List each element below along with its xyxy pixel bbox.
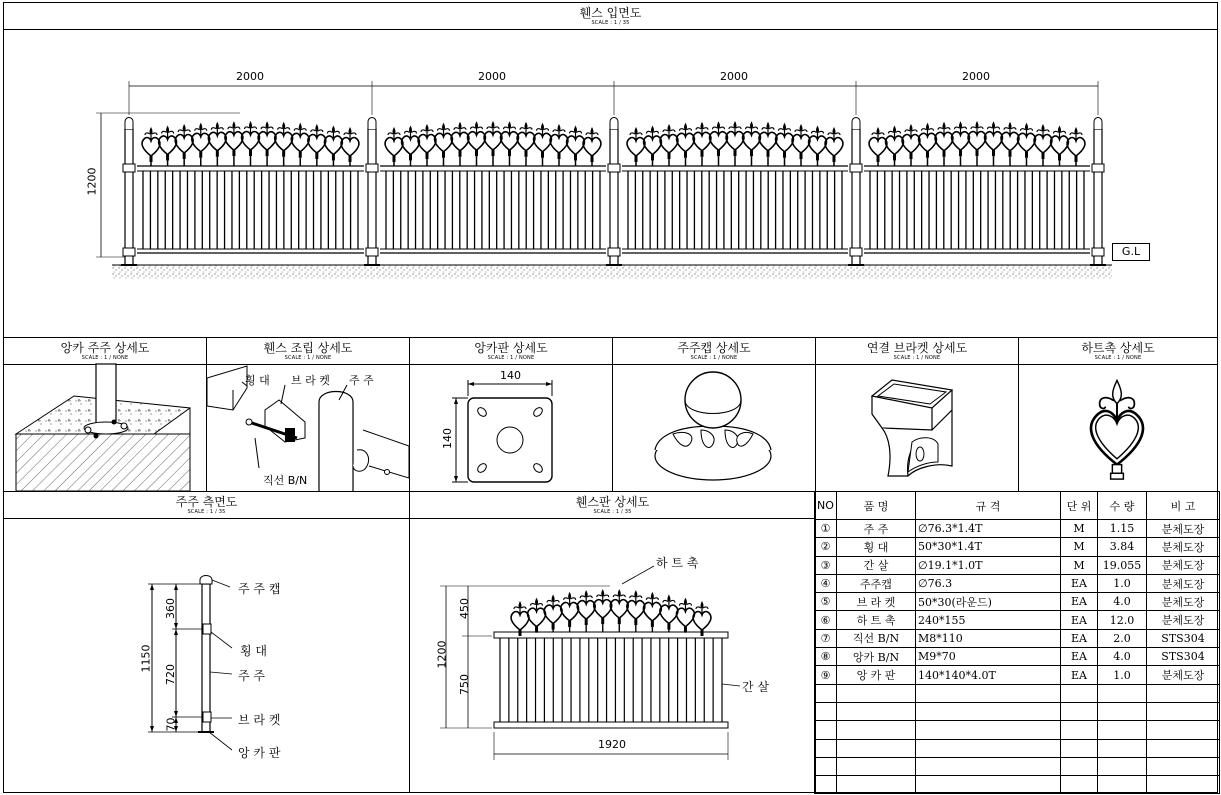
bom-qty: 2.0 bbox=[1098, 629, 1147, 647]
heart-finial bbox=[583, 127, 601, 162]
bom-unit: M bbox=[1061, 538, 1098, 556]
label-straight-bolt: 직선 B/N bbox=[263, 474, 308, 487]
bom-spec: M9*70 bbox=[916, 648, 1061, 666]
bom-unit: EA bbox=[1061, 629, 1098, 647]
detail-heart-finial bbox=[1018, 337, 1218, 492]
post-bracket bbox=[123, 164, 135, 172]
bom-note bbox=[1147, 776, 1220, 794]
panel-heart-finial bbox=[594, 589, 612, 624]
bom-spec: ∅76.3*1.4T bbox=[916, 520, 1061, 538]
bom-no: ③ bbox=[815, 556, 837, 574]
bom-qty: 1.15 bbox=[1098, 520, 1147, 538]
heart-finial bbox=[451, 122, 469, 157]
bom-row bbox=[815, 648, 1220, 666]
post-side-title: 주주 측면도 bbox=[175, 495, 238, 509]
bom-spec bbox=[916, 776, 1061, 794]
bom-name: 주주캡 bbox=[837, 574, 916, 592]
bom-spec: ∅76.3 bbox=[916, 574, 1061, 592]
elevation-height-dim: 1200 bbox=[85, 167, 99, 196]
heart-finial bbox=[809, 125, 827, 160]
bom-no: ② bbox=[815, 538, 837, 556]
heart-finial bbox=[501, 121, 519, 156]
detail-title: 하트촉 상세도 bbox=[1081, 341, 1155, 355]
heart-finial bbox=[776, 123, 794, 158]
detail-connection-bracket bbox=[815, 337, 1019, 492]
heart-finial bbox=[550, 124, 568, 159]
bom-no: ⑥ bbox=[815, 611, 837, 629]
post-cap bbox=[1094, 118, 1102, 130]
heart-finial bbox=[242, 121, 260, 156]
plate-width-dim: 140 bbox=[500, 369, 521, 382]
elevation-drawing bbox=[4, 3, 1217, 337]
detail-anchor-plate bbox=[409, 337, 613, 492]
panel-heart-finial bbox=[643, 592, 661, 627]
detail-scale: SCALE : 1 / NONE bbox=[893, 355, 941, 361]
bom-col-name: 품 명 bbox=[837, 492, 916, 520]
panel-heart-finial bbox=[627, 590, 645, 625]
heart-finial bbox=[919, 123, 937, 158]
bom-qty: 1.0 bbox=[1098, 574, 1147, 592]
bom-name: 브 라 켓 bbox=[837, 593, 916, 611]
heart-finial bbox=[935, 122, 953, 157]
bom-row bbox=[815, 721, 1220, 739]
bom-qty bbox=[1098, 721, 1147, 739]
bom-note: 분체도장 bbox=[1147, 556, 1220, 574]
detail-fence-assembly bbox=[206, 337, 410, 492]
detail-title: 주주캡 상세도 bbox=[677, 341, 751, 355]
bom-qty bbox=[1098, 702, 1147, 720]
elevation-dim-3: 2000 bbox=[720, 70, 748, 83]
side-label-bracket: 브 라 켓 bbox=[238, 713, 281, 727]
panel-dim-bottom: 750 bbox=[458, 674, 471, 695]
panel-heart-finial bbox=[561, 592, 579, 627]
elevation-panel bbox=[3, 2, 1218, 338]
heart-finial bbox=[275, 122, 293, 157]
panel-heart-finial bbox=[544, 595, 562, 630]
side-dim-mid: 720 bbox=[164, 664, 177, 685]
panel-dim-top: 450 bbox=[458, 598, 471, 619]
heart-finial bbox=[985, 121, 1003, 156]
heart-finial bbox=[1067, 127, 1085, 162]
bom-row bbox=[815, 739, 1220, 757]
bom-note bbox=[1147, 721, 1220, 739]
detail-scale: SCALE : 1 / NONE bbox=[1094, 355, 1142, 361]
bom-note: 분체도장 bbox=[1147, 593, 1220, 611]
bom-no bbox=[815, 684, 837, 702]
heart-finial bbox=[902, 124, 920, 159]
detail-scale: SCALE : 1 / NONE bbox=[487, 355, 535, 361]
heart-finial bbox=[792, 124, 810, 159]
bom-qty bbox=[1098, 757, 1147, 775]
heart-finial bbox=[1051, 125, 1069, 160]
bom-qty: 3.84 bbox=[1098, 538, 1147, 556]
post-bracket bbox=[1092, 248, 1104, 256]
leader bbox=[722, 684, 740, 686]
panel-heart-finial bbox=[676, 598, 694, 633]
detail-scale: SCALE : 1 / NONE bbox=[690, 355, 738, 361]
detail-title: 앙카 주주 상세도 bbox=[60, 341, 150, 355]
label-post: 주 주 bbox=[349, 374, 374, 387]
bom-name: 횡 대 bbox=[837, 538, 916, 556]
bom-no bbox=[815, 702, 837, 720]
heart-finial-drawing bbox=[1019, 338, 1217, 491]
side-dim-bottom: 70 bbox=[164, 717, 178, 732]
bom-row bbox=[815, 702, 1220, 720]
heart-finial bbox=[192, 123, 210, 158]
bom-spec: 50*30*1.4T bbox=[916, 538, 1061, 556]
bom-spec: 50*30(라운드) bbox=[916, 593, 1061, 611]
heart-finial bbox=[142, 127, 160, 162]
post-cap bbox=[125, 118, 133, 130]
bom-name bbox=[837, 721, 916, 739]
bom-unit bbox=[1061, 739, 1098, 757]
bom-spec: 140*140*4.0T bbox=[916, 666, 1061, 684]
bom-unit: M bbox=[1061, 520, 1098, 538]
detail-title: 앙카판 상세도 bbox=[474, 341, 548, 355]
heart-finial bbox=[341, 127, 359, 162]
bom-row bbox=[815, 684, 1220, 702]
bom-row bbox=[815, 593, 1220, 611]
bom-name: 간 살 bbox=[837, 556, 916, 574]
bom-no bbox=[815, 739, 837, 757]
elevation-scale: SCALE : 1 / 35 bbox=[591, 20, 630, 26]
heart-finial bbox=[869, 127, 887, 162]
elevation-dim-2: 2000 bbox=[478, 70, 506, 83]
bom-row bbox=[815, 757, 1220, 775]
heart-finial bbox=[517, 122, 535, 157]
heart-finial bbox=[693, 122, 711, 157]
heart-finial bbox=[710, 121, 728, 156]
detail-scale: SCALE : 1 / NONE bbox=[81, 355, 129, 361]
heart-finial bbox=[952, 121, 970, 156]
detail-post-cap bbox=[612, 337, 816, 492]
post-bracket bbox=[366, 164, 378, 172]
bom-qty: 4.0 bbox=[1098, 648, 1147, 666]
bom-row bbox=[815, 776, 1220, 794]
post-cap bbox=[368, 118, 376, 130]
post-cap-drawing bbox=[613, 338, 815, 491]
label-bracket: 브 라 켓 bbox=[291, 374, 330, 387]
panel-heart-finial bbox=[660, 595, 678, 630]
panel-dim-width: 1920 bbox=[598, 738, 626, 751]
heart-finial bbox=[534, 123, 552, 158]
post-bracket bbox=[366, 248, 378, 256]
side-label-rail: 횡 대 bbox=[240, 644, 267, 658]
post-bracket bbox=[850, 248, 862, 256]
bom-unit: M bbox=[1061, 556, 1098, 574]
detail-scale: SCALE : 1 / NONE bbox=[284, 355, 332, 361]
bom-note bbox=[1147, 702, 1220, 720]
side-label-plate: 앙 카 판 bbox=[238, 746, 281, 760]
bom-qty: 19.055 bbox=[1098, 556, 1147, 574]
bom-spec bbox=[916, 757, 1061, 775]
panel-heart-finial bbox=[511, 601, 529, 636]
bom-unit bbox=[1061, 721, 1098, 739]
bom-unit: EA bbox=[1061, 666, 1098, 684]
bom-qty: 12.0 bbox=[1098, 611, 1147, 629]
bom-no bbox=[815, 721, 837, 739]
bom-header-row bbox=[815, 492, 1220, 520]
detail-title: 연결 브라켓 상세도 bbox=[866, 341, 968, 355]
post bbox=[125, 129, 133, 265]
heart-finial bbox=[627, 127, 645, 162]
bom-name bbox=[837, 776, 916, 794]
bom-spec bbox=[916, 721, 1061, 739]
post-bracket bbox=[123, 248, 135, 256]
label-rail: 횡 대 bbox=[245, 374, 270, 387]
heart-finial bbox=[968, 121, 986, 156]
ground-level-label: G.L bbox=[1112, 243, 1150, 261]
panel-dim-total: 1200 bbox=[435, 640, 449, 669]
post bbox=[852, 129, 860, 265]
side-label-cap: 주 주 캡 bbox=[238, 582, 281, 596]
panel-label-bar: 간 살 bbox=[742, 680, 769, 694]
heart-finial bbox=[677, 123, 695, 158]
panel-label-heart: 하 트 촉 bbox=[656, 556, 699, 570]
heart-finial bbox=[435, 123, 453, 158]
elevation-dim-1: 2000 bbox=[236, 70, 264, 83]
ground-gravel bbox=[112, 265, 1112, 279]
bom-note bbox=[1147, 739, 1220, 757]
bom-unit: EA bbox=[1061, 648, 1098, 666]
detail-title: 휀스 조립 상세도 bbox=[263, 341, 353, 355]
side-label-post: 주 주 bbox=[238, 669, 265, 683]
heart-finial bbox=[418, 124, 436, 159]
panel-heart-finial bbox=[610, 589, 628, 624]
heart-finial bbox=[258, 121, 276, 156]
bom-name: 주 주 bbox=[837, 520, 916, 538]
heart-finial bbox=[402, 125, 420, 160]
anchor-plate-drawing bbox=[410, 338, 612, 491]
bom-spec: M8*110 bbox=[916, 629, 1061, 647]
bom-col-note: 비 고 bbox=[1147, 492, 1220, 520]
bom-note: 분체도장 bbox=[1147, 538, 1220, 556]
bom-name: 앙 카 판 bbox=[837, 666, 916, 684]
bom-no: ⑨ bbox=[815, 666, 837, 684]
post-side-panel bbox=[3, 491, 410, 793]
bom-name: 하 트 촉 bbox=[837, 611, 916, 629]
bom-qty: 1.0 bbox=[1098, 666, 1147, 684]
bom-unit: EA bbox=[1061, 574, 1098, 592]
heart-finial bbox=[825, 127, 843, 162]
heart-finial bbox=[1034, 124, 1052, 159]
heart-finial bbox=[660, 124, 678, 159]
post-bracket bbox=[850, 164, 862, 172]
bom-note: STS304 bbox=[1147, 629, 1220, 647]
post bbox=[610, 129, 618, 265]
plate-height-dim: 140 bbox=[441, 428, 454, 449]
bom-spec: ∅19.1*1.0T bbox=[916, 556, 1061, 574]
elevation-title: 휀스 입면도 bbox=[579, 6, 642, 20]
bom-unit bbox=[1061, 757, 1098, 775]
post-side-scale: SCALE : 1 / 35 bbox=[187, 509, 226, 515]
bom-no: ⑧ bbox=[815, 648, 837, 666]
heart-finial bbox=[385, 127, 403, 162]
bom-spec bbox=[916, 739, 1061, 757]
bom-note: 분체도장 bbox=[1147, 520, 1220, 538]
bom-no: ④ bbox=[815, 574, 837, 592]
bracket-drawing bbox=[816, 338, 1018, 491]
panel-heart-finial bbox=[528, 598, 546, 633]
bom-note bbox=[1147, 757, 1220, 775]
bom-spec: 240*155 bbox=[916, 611, 1061, 629]
leader bbox=[622, 566, 654, 584]
heart-finial bbox=[1001, 122, 1019, 157]
bom-note: 분체도장 bbox=[1147, 574, 1220, 592]
bill-of-materials bbox=[814, 491, 1220, 794]
bom-row bbox=[815, 629, 1220, 647]
assembly-drawing bbox=[207, 338, 409, 491]
bom-col-no: NO bbox=[815, 492, 837, 520]
heart-finial bbox=[743, 121, 761, 156]
heart-finial bbox=[567, 125, 585, 160]
bom-unit bbox=[1061, 684, 1098, 702]
bom-row bbox=[815, 538, 1220, 556]
bom-no bbox=[815, 776, 837, 794]
detail-anchor-post bbox=[3, 337, 207, 492]
bom-row bbox=[815, 666, 1220, 684]
heart-finial bbox=[225, 121, 243, 156]
post bbox=[1094, 129, 1102, 265]
bom-name: 직선 B/N bbox=[837, 629, 916, 647]
bom-note: 분체도장 bbox=[1147, 666, 1220, 684]
heart-finial bbox=[886, 125, 904, 160]
bom-unit: EA bbox=[1061, 593, 1098, 611]
side-dim-total: 1150 bbox=[139, 644, 153, 673]
post-bracket bbox=[608, 164, 620, 172]
panel-top-rail bbox=[494, 632, 728, 638]
heart-finial bbox=[726, 121, 744, 156]
post-cap bbox=[610, 118, 618, 130]
heart-finial bbox=[175, 124, 193, 159]
heart-finial bbox=[484, 121, 502, 156]
heart-finial bbox=[644, 125, 662, 160]
heart-finial bbox=[291, 123, 309, 158]
bom-unit bbox=[1061, 776, 1098, 794]
bom-name bbox=[837, 739, 916, 757]
heart-finial bbox=[308, 124, 326, 159]
bom-note: 분체도장 bbox=[1147, 611, 1220, 629]
anchor-post-drawing bbox=[4, 338, 206, 491]
bom-qty bbox=[1098, 776, 1147, 794]
bom-col-qty: 수 량 bbox=[1098, 492, 1147, 520]
bom-note: STS304 bbox=[1147, 648, 1220, 666]
heart-finial bbox=[468, 121, 486, 156]
post-bracket bbox=[1092, 164, 1104, 172]
bom-name bbox=[837, 684, 916, 702]
post bbox=[368, 129, 376, 265]
heart-finial bbox=[159, 125, 177, 160]
fence-panel-scale: SCALE : 1 / 35 bbox=[593, 509, 632, 515]
bom-no: ① bbox=[815, 520, 837, 538]
bom-no: ⑤ bbox=[815, 593, 837, 611]
bom-no bbox=[815, 757, 837, 775]
bom-row bbox=[815, 520, 1220, 538]
post-cap bbox=[852, 118, 860, 130]
bom-col-unit: 단 위 bbox=[1061, 492, 1098, 520]
bom-note bbox=[1147, 684, 1220, 702]
bom-qty bbox=[1098, 684, 1147, 702]
bom-row bbox=[815, 556, 1220, 574]
heart-finial bbox=[759, 122, 777, 157]
elevation-dim-4: 2000 bbox=[962, 70, 990, 83]
fence-panel-title: 휀스판 상세도 bbox=[575, 495, 650, 509]
bom-unit: EA bbox=[1061, 611, 1098, 629]
bom-name: 앙카 B/N bbox=[837, 648, 916, 666]
bom-spec bbox=[916, 684, 1061, 702]
bom-spec bbox=[916, 702, 1061, 720]
bom-name bbox=[837, 702, 916, 720]
panel-bottom-rail bbox=[494, 722, 728, 728]
side-dim-top: 360 bbox=[164, 598, 177, 619]
post-side-drawing bbox=[4, 492, 409, 792]
bom-row bbox=[815, 611, 1220, 629]
heart-finial bbox=[324, 125, 342, 160]
bom-col-spec: 규 격 bbox=[916, 492, 1061, 520]
heart-finial bbox=[1018, 123, 1036, 158]
bom-qty bbox=[1098, 739, 1147, 757]
bom-unit bbox=[1061, 702, 1098, 720]
bom-no: ⑦ bbox=[815, 629, 837, 647]
post-bracket bbox=[608, 248, 620, 256]
panel-heart-finial bbox=[693, 601, 711, 636]
fence-panel-detail bbox=[409, 491, 816, 793]
bom-row bbox=[815, 574, 1220, 592]
bom-name bbox=[837, 757, 916, 775]
panel-heart-finial bbox=[577, 590, 595, 625]
bom-qty: 4.0 bbox=[1098, 593, 1147, 611]
heart-finial bbox=[208, 122, 226, 157]
